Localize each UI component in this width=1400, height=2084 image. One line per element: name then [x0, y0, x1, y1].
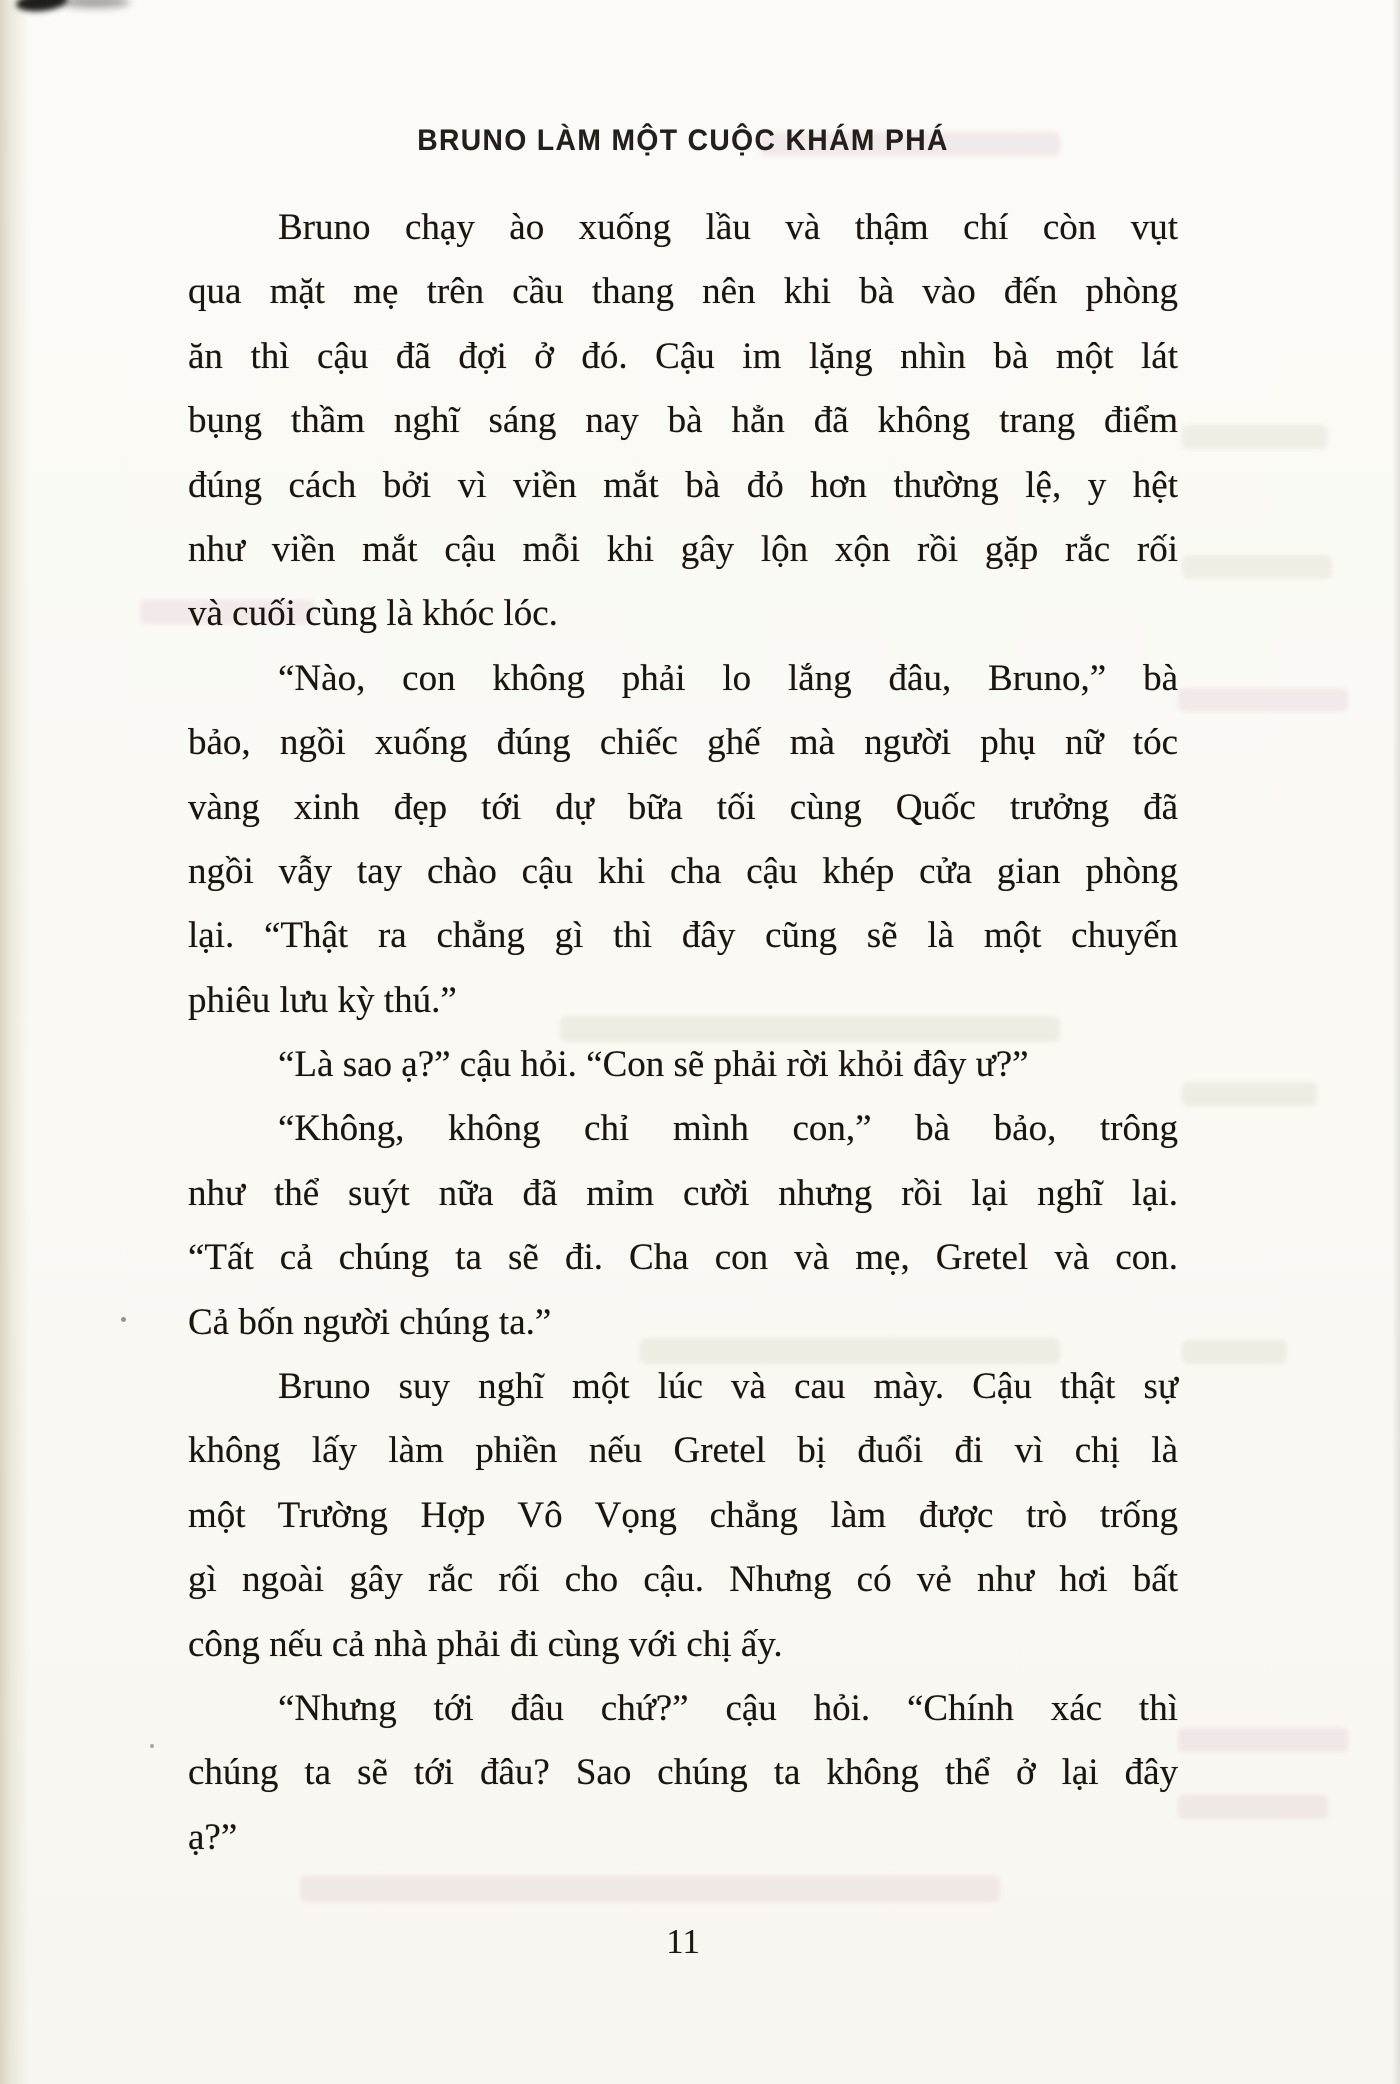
- page-showthrough-artifact: [300, 1876, 1000, 1902]
- text-line: “Nhưng tới đâu chứ?” cậu hỏi. “Chính xác thì: [278, 1687, 1178, 1729]
- paper-speck: [121, 1317, 126, 1322]
- text-line: gì ngoài gây rắc rối cho cậu. Nhưng có vẻ như hơi bất: [188, 1559, 1178, 1601]
- chapter-header: BRUNO LÀM MỘT CUỘC KHÁM PHÁ: [417, 124, 949, 157]
- text-line: như viền mắt cậu mỗi khi gây lộn xộn rồi gặp rắc rối: [188, 528, 1178, 570]
- text-line: “Là sao ạ?” cậu hỏi. “Con sẽ phải rời khỏi đây ư?”: [278, 1044, 1029, 1086]
- scan-corner-smudge: [60, 0, 130, 8]
- text-line: “Nào, con không phải lo lắng đâu, Bruno,” bà: [278, 657, 1178, 699]
- page-showthrough-artifact: [1182, 1082, 1317, 1106]
- text-line: và cuối cùng là khóc lóc.: [188, 593, 558, 635]
- page-showthrough-artifact: [1178, 1728, 1348, 1752]
- page-showthrough-artifact: [1182, 555, 1332, 579]
- text-line: Bruno suy nghĩ một lúc và cau mày. Cậu thật sự: [278, 1366, 1178, 1408]
- text-line: Cả bốn người chúng ta.”: [188, 1301, 552, 1343]
- text-line: Bruno chạy ào xuống lầu và thậm chí còn vụt: [278, 207, 1178, 248]
- text-line: qua mặt mẹ trên cầu thang nên khi bà vào đến phòng: [188, 271, 1178, 313]
- body-text: [188, 196, 1178, 1870]
- text-line: vàng xinh đẹp tới dự bữa tối cùng Quốc trưởng đã: [188, 786, 1178, 828]
- text-line: công nếu cả nhà phải đi cùng với chị ấy.: [188, 1623, 783, 1665]
- page-showthrough-artifact: [1182, 425, 1327, 449]
- text-line: ngồi vẫy tay chào cậu khi cha cậu khép cửa gian phòng: [188, 850, 1178, 892]
- text-line: phiêu lưu kỳ thú.”: [188, 979, 457, 1021]
- page-showthrough-artifact: [1178, 1795, 1328, 1819]
- text-line: “Tất cả chúng ta sẽ đi. Cha con và mẹ, Gretel và con.: [188, 1237, 1178, 1279]
- paper-speck: [150, 1744, 154, 1748]
- page-showthrough-artifact: [1182, 1340, 1287, 1364]
- text-line: đúng cách bởi vì viền mắt bà đỏ hơn thường lệ, y hệt: [188, 464, 1178, 506]
- text-line: ạ?”: [188, 1816, 238, 1858]
- text-line: một Trường Hợp Vô Vọng chẳng làm được trò trống: [188, 1494, 1178, 1536]
- text-line: bụng thầm nghĩ sáng nay bà hẳn đã không trang điểm: [188, 400, 1178, 442]
- text-line: ăn thì cậu đã đợi ở đó. Cậu im lặng nhìn bà một lát: [188, 335, 1178, 377]
- text-line: lại. “Thật ra chẳng gì thì đây cũng sẽ là một chuyến: [188, 915, 1178, 957]
- text-line: như thể suýt nữa đã mỉm cười nhưng rồi lại nghĩ lại.: [188, 1172, 1178, 1214]
- text-line: chúng ta sẽ tới đâu? Sao chúng ta không thể ở lại đây: [188, 1752, 1178, 1794]
- text-line: “Không, không chỉ mình con,” bà bảo, trông: [278, 1108, 1178, 1150]
- text-line: không lấy làm phiền nếu Gretel bị đuổi đi vì chị là: [188, 1430, 1178, 1472]
- text-line: bảo, ngồi xuống đúng chiếc ghế mà người phụ nữ tóc: [188, 722, 1178, 764]
- page-showthrough-artifact: [1178, 688, 1348, 712]
- page-number: 11: [666, 1922, 700, 1961]
- scan-right-edge-shading: [1392, 0, 1400, 2084]
- scan-left-edge-shading: [0, 0, 30, 2084]
